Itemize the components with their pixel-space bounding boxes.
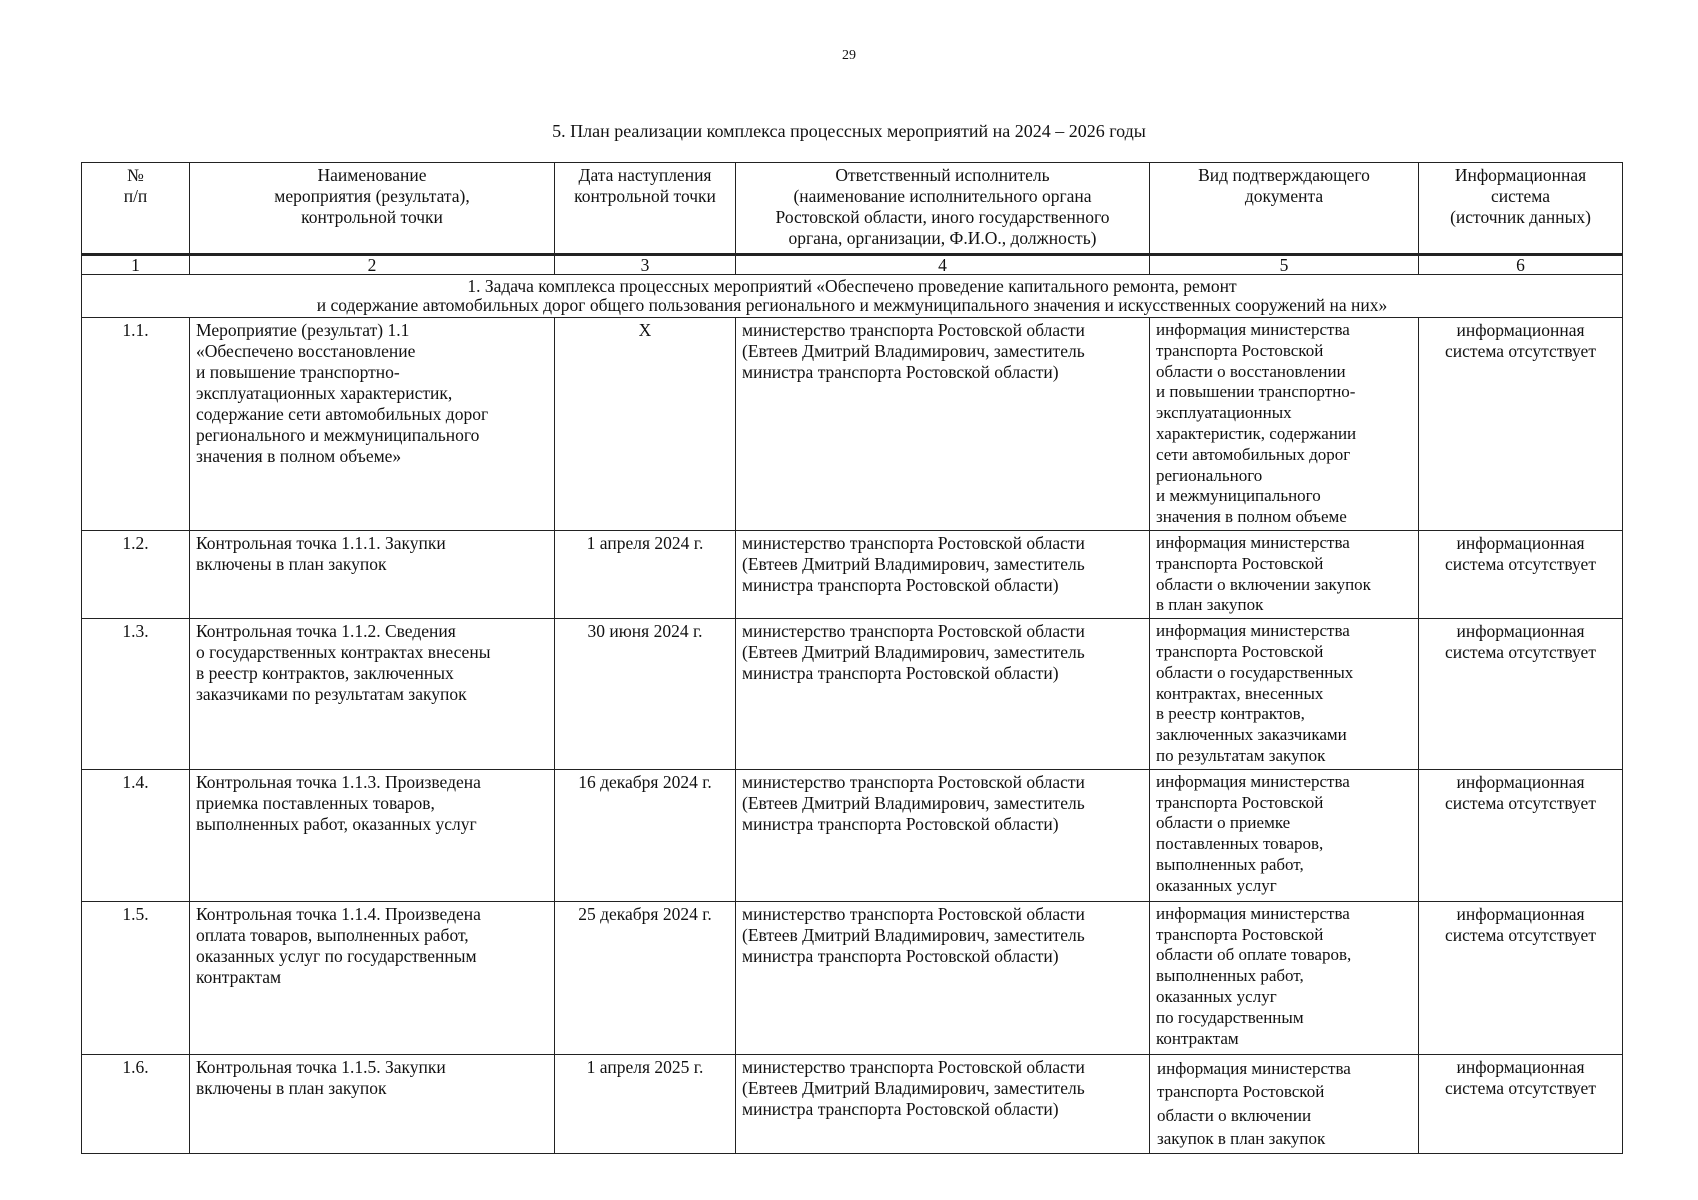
row-number: 1.6. [82,1054,190,1153]
row-number: 1.3. [82,619,190,770]
row-number: 1.5. [82,901,190,1054]
column-number: 3 [555,255,736,275]
row-name: Контрольная точка 1.1.4. Произведена оплата товаров, выполненных работ, оказанных услуг по государственным контрактам [190,901,555,1054]
row-date: 1 апреля 2024 г. [555,530,736,618]
row-system: информационная система отсутствует [1419,619,1623,770]
header-number: № п/п [82,163,190,255]
row-executor: министерство транспорта Ростовской области (Евтеев Дмитрий Владимирович, заместитель министра транспорта Ростовской области) [736,769,1150,901]
row-document: информация министерства транспорта Ростовской области об оплате товаров, выполненных работ, оказанных услуг по государственным контрактам [1150,901,1419,1054]
row-date: 25 декабря 2024 г. [555,901,736,1054]
row-system: информационная система отсутствует [1419,318,1623,531]
row-date: 16 декабря 2024 г. [555,769,736,901]
row-document: информация министерства транспорта Ростовской области о приемке поставленных товаров, выполненных работ, оказанных услуг [1150,769,1419,901]
row-name: Контрольная точка 1.1.3. Произведена приемка поставленных товаров, выполненных работ, оказанных услуг [190,769,555,901]
row-name: Контрольная точка 1.1.1. Закупки включены в план закупок [190,530,555,618]
page-number: 29 [842,48,856,63]
row-date: X [555,318,736,531]
table-row [82,1054,1623,1153]
column-number: 6 [1419,255,1623,275]
header-system: Информационная система (источник данных) [1419,163,1623,255]
row-system: информационная система отсутствует [1419,769,1623,901]
row-number: 1.4. [82,769,190,901]
implementation-plan-table [81,162,1623,1154]
row-document: информация министерства транспорта Ростовской области о государственных контрактах, внесенных в реестр контрактов, заключенных заказчиками по результатам закупок [1150,619,1419,770]
row-date: 1 апреля 2025 г. [555,1054,736,1153]
document-title: 5. План реализации комплекса процессных мероприятий на 2024 – 2026 годы [552,121,1146,141]
task-heading: 1. Задача комплекса процессных мероприятий «Обеспечено проведение капитального ремонта, ремонт и содержание автомобильных дорог общего пользования регионального и межмуниципального значения и искусственных сооружений на них» [82,275,1623,318]
row-date: 30 июня 2024 г. [555,619,736,770]
header-row [82,163,1623,255]
column-number: 2 [190,255,555,275]
table-row [82,530,1623,618]
header-date: Дата наступления контрольной точки [555,163,736,255]
row-name: Контрольная точка 1.1.5. Закупки включены в план закупок [190,1054,555,1153]
row-document: информация министерства транспорта Ростовской области о восстановлении и повышении транспортно- эксплуатационных характеристик, содержании сети автомобильных дорог регионального и межмуниципального значения в полном объеме [1150,318,1419,531]
header-document: Вид подтверждающего документа [1150,163,1419,255]
row-executor: министерство транспорта Ростовской области (Евтеев Дмитрий Владимирович, заместитель министра транспорта Ростовской области) [736,318,1150,531]
table-row [82,318,1623,531]
header-executor: Ответственный исполнитель (наименование исполнительного органа Ростовской области, иного государственного органа, организации, Ф.И.О., должность) [736,163,1150,255]
row-executor: министерство транспорта Ростовской области (Евтеев Дмитрий Владимирович, заместитель министра транспорта Ростовской области) [736,619,1150,770]
row-document: информация министерства транспорта Ростовской области о включении закупок в план закупок [1150,1054,1419,1153]
row-system: информационная система отсутствует [1419,530,1623,618]
table-row [82,901,1623,1054]
column-number: 5 [1150,255,1419,275]
row-executor: министерство транспорта Ростовской области (Евтеев Дмитрий Владимирович, заместитель министра транспорта Ростовской области) [736,901,1150,1054]
row-number: 1.1. [82,318,190,531]
column-number-row [82,255,1623,275]
row-name: Контрольная точка 1.1.2. Сведения о государственных контрактах внесены в реестр контрактов, заключенных заказчиками по результатам закупок [190,619,555,770]
table-row [82,619,1623,770]
column-number: 4 [736,255,1150,275]
header-name: Наименование мероприятия (результата), контрольной точки [190,163,555,255]
row-name: Мероприятие (результат) 1.1 «Обеспечено восстановление и повышение транспортно- эксплуатационных характеристик, содержание сети автомобильных дорог регионального и межмуниципального значения в полном объеме» [190,318,555,531]
row-number: 1.2. [82,530,190,618]
table-row [82,769,1623,901]
column-number: 1 [82,255,190,275]
row-system: информационная система отсутствует [1419,1054,1623,1153]
row-system: информационная система отсутствует [1419,901,1623,1054]
row-document: информация министерства транспорта Ростовской области о включении закупок в план закупок [1150,530,1419,618]
task-row [82,275,1623,318]
row-executor: министерство транспорта Ростовской области (Евтеев Дмитрий Владимирович, заместитель министра транспорта Ростовской области) [736,1054,1150,1153]
row-executor: министерство транспорта Ростовской области (Евтеев Дмитрий Владимирович, заместитель министра транспорта Ростовской области) [736,530,1150,618]
